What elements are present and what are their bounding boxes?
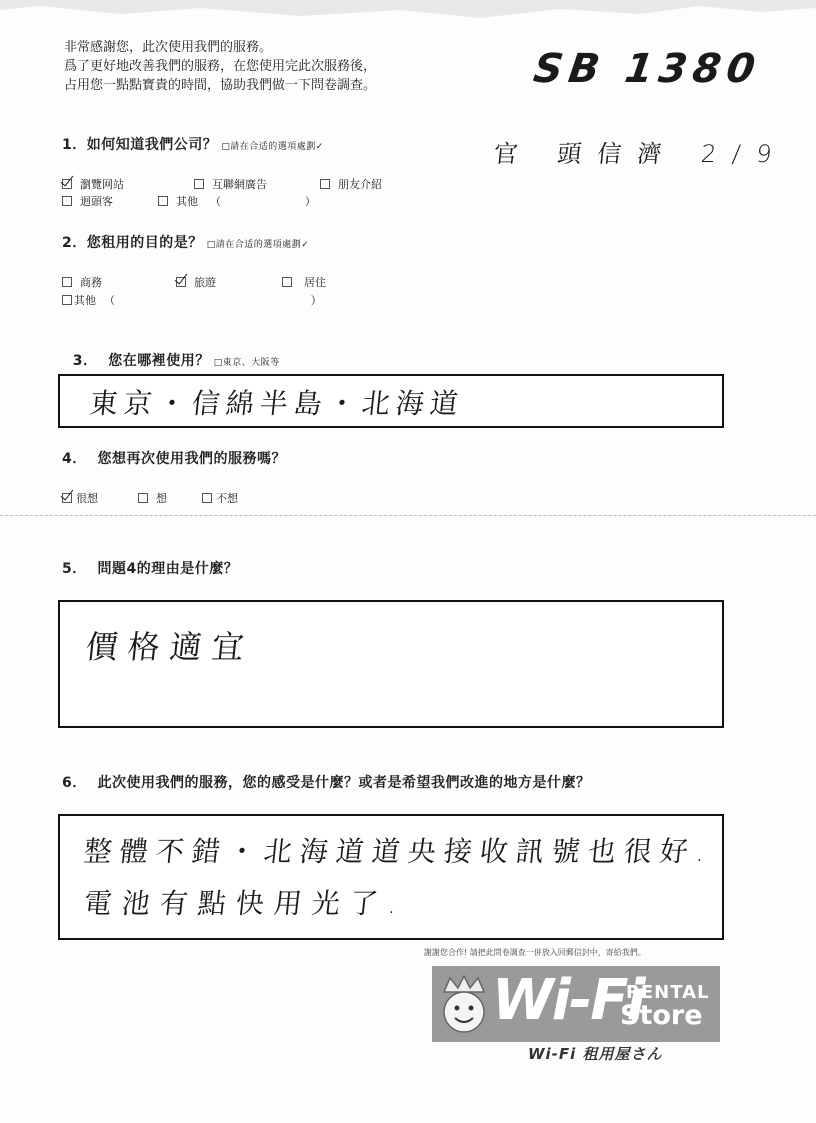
- q1-option-friend[interactable]: 朋友介紹: [320, 176, 382, 192]
- checkbox-icon[interactable]: [320, 179, 330, 189]
- question-2-hint: □請在合适的選項處劃✓: [206, 240, 310, 250]
- checkbox-icon[interactable]: [194, 179, 204, 189]
- question-6-title: 6． 此次使用我們的服務，您的感受是什麼？或者是希望我們改進的地方是什麼？: [62, 775, 591, 791]
- checkbox-checked-icon[interactable]: [176, 277, 186, 287]
- question-6-answer-box[interactable]: [58, 814, 724, 940]
- question-5-title: 5． 問題4的理由是什麼？: [62, 561, 239, 577]
- q1-option-returning[interactable]: 迴頭客: [62, 193, 113, 209]
- q1-option-other[interactable]: 其他 （ ）: [158, 193, 316, 209]
- intro-text: [64, 38, 376, 95]
- question-6-answer-line-1: 整體不錯・北海道道央接收訊號也很好.: [82, 835, 715, 868]
- intro-line-1: 非常感謝您，此次使用我們的服務。: [64, 40, 273, 55]
- question-3-hint: □東京、大阪等: [213, 358, 280, 368]
- question-5-answer-box[interactable]: [58, 600, 724, 728]
- fold-line: [0, 515, 816, 516]
- q1-option-internet-ad[interactable]: 互聯網廣告: [194, 176, 267, 192]
- question-3-answer-box[interactable]: [58, 374, 724, 428]
- question-5-answer: 價格適宜: [83, 628, 256, 666]
- q2-option-residence[interactable]: 居住: [282, 274, 326, 290]
- question-4-title: 4． 您想再次使用我們的服務嗎？: [62, 451, 286, 467]
- checkbox-icon[interactable]: [158, 196, 168, 206]
- intro-line-3: 占用您一點點寶貴的時間，協助我們做一下問卷調查。: [64, 78, 377, 93]
- q2-option-business[interactable]: 商務: [62, 274, 102, 290]
- checkbox-icon[interactable]: [62, 295, 72, 305]
- checkbox-checked-icon[interactable]: [62, 179, 72, 189]
- checkbox-checked-icon[interactable]: [62, 493, 72, 503]
- q2-option-other[interactable]: 其他 （ ）: [62, 292, 322, 308]
- q1-other-field[interactable]: （ ）: [210, 195, 316, 208]
- checkbox-icon[interactable]: [62, 196, 72, 206]
- thanks-note: 謝謝您合作! 請把此問卷調查一併放入回郵信封中，寄給我們。: [424, 948, 646, 957]
- form-code: SB 1380: [530, 46, 764, 92]
- logo-store-text: Store: [620, 1000, 703, 1031]
- question-3-answer: 東京・信綿半島・北海道: [88, 387, 466, 420]
- q4-option-yes[interactable]: 想: [138, 490, 167, 506]
- mascot-icon: [436, 974, 492, 1038]
- q4-option-very-much[interactable]: 很想: [62, 490, 98, 506]
- logo-rental-text: RENTAL: [626, 982, 710, 1003]
- q1-option-website[interactable]: 瀏覽网站: [62, 176, 124, 192]
- torn-paper-edge: [0, 0, 816, 26]
- question-3-title: 3． 您在哪裡使用？ □東京、大阪等: [72, 353, 280, 369]
- checkbox-icon[interactable]: [62, 277, 72, 287]
- question-1-handnote: 官 頭信濟 2/9: [492, 140, 790, 168]
- question-2-title: 2．您租用的目的是？ □請在合适的選項處劃✓: [62, 235, 310, 251]
- question-6-answer-line-2: 電池有點快用光了.: [82, 887, 409, 920]
- checkbox-icon[interactable]: [138, 493, 148, 503]
- question-1-title: 1．如何知道我們公司？ □請在合适的選項處劃✓: [62, 137, 324, 153]
- logo-subtitle: Wi-Fi 租用屋さん: [528, 1045, 663, 1063]
- q2-option-travel[interactable]: 旅遊: [176, 274, 216, 290]
- intro-line-2: 爲了更好地改善我們的服務，在您使用完此次服務後，: [64, 59, 377, 74]
- logo-wifi-text: Wi-Fi: [492, 968, 644, 1033]
- checkbox-icon[interactable]: [202, 493, 212, 503]
- question-1-hint: □請在合适的選項處劃✓: [221, 142, 324, 152]
- checkbox-icon[interactable]: [282, 277, 292, 287]
- q4-option-no[interactable]: 不想: [202, 490, 238, 506]
- wifi-rental-store-logo: [432, 966, 720, 1042]
- q2-other-field[interactable]: （ ）: [104, 294, 322, 307]
